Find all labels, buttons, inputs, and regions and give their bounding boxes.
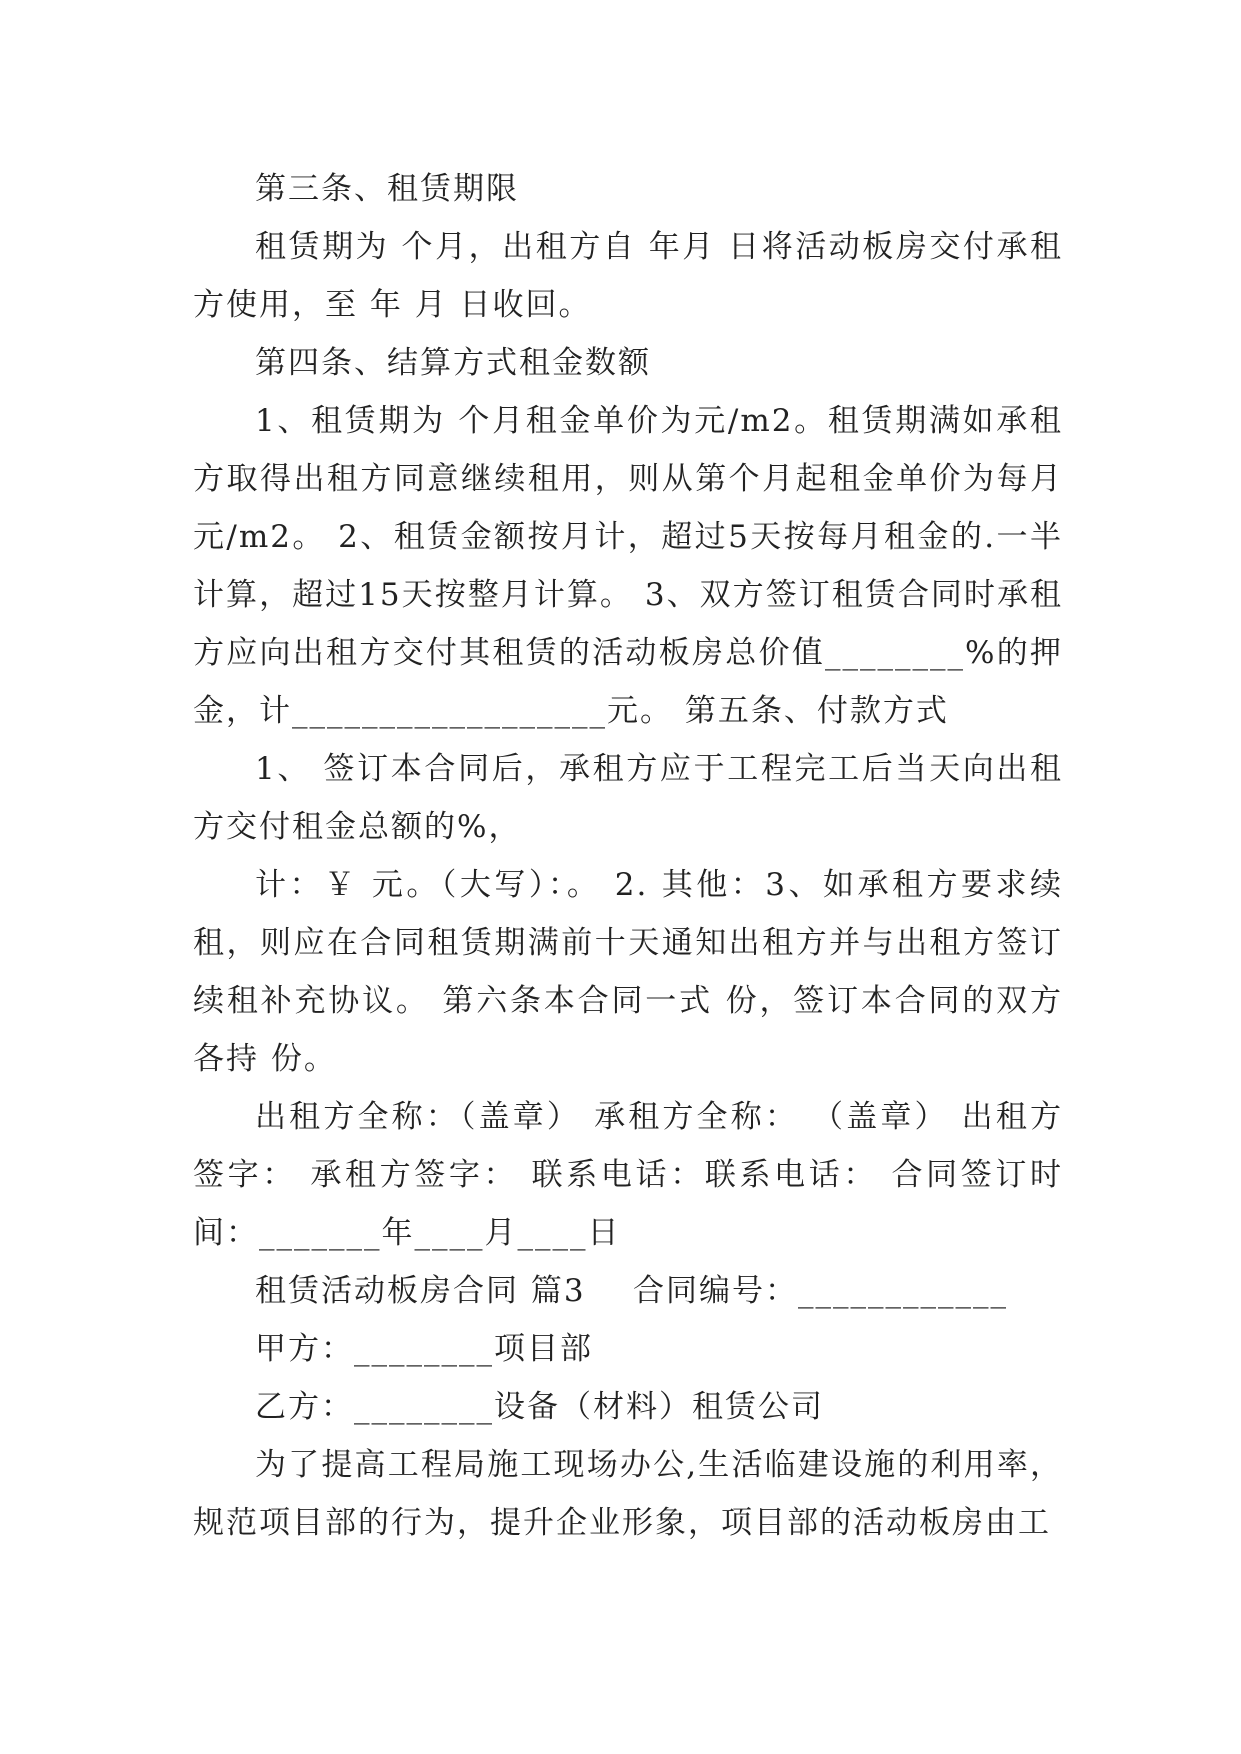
contract-3-title: 租赁活动板房合同 篇3 合同编号：____________ [255, 1273, 1008, 1309]
rent-amount-paragraph: 1、租赁期为 个月租金单价为元/m2。租赁期满如承租方取得出租方同意继续租用，则从第个月起租金单价为每月元/m2。 2、租赁金额按月计，超过5天按每月租金的.一半计算，超过15天按整月计算。 3、双方签订租赁合同时承租方应向出租方交付其租赁的活动板房总价值________%的押金，计__________________元。 第五条、付款方式 [193, 403, 1063, 729]
document-body [193, 160, 1063, 1552]
party-a-line: 甲方：________项目部 [255, 1331, 593, 1367]
preamble-paragraph: 为了提高工程局施工现场办公,生活临建设施的利用率，规范项目部的行为，提升企业形象，项目部的活动板房由工 [193, 1447, 1063, 1541]
payment-clause-2: 计：￥ 元。（大写）：。 2. 其他：3、如承租方要求续租，则应在合同租赁期满前十天通知出租方并与出租方签订续租补充协议。 第六条本合同一式 份，签订本合同的双方各持 份。 [193, 867, 1063, 1077]
payment-clause-1: 1、 签订本合同后，承租方应于工程完工后当天向出租方交付租金总额的%， [193, 751, 1063, 845]
party-b-line: 乙方：________设备（材料）租赁公司 [255, 1389, 824, 1425]
signature-block: 出租方全称：（盖章） 承租方全称： （盖章） 出租方签字： 承租方签字： 联系电话：联系电话： 合同签订时间：_______年____月____日 [193, 1099, 1063, 1251]
article-3-heading: 第三条、租赁期限 [255, 171, 519, 207]
lease-term-paragraph: 租赁期为 个月，出租方自 年月 日将活动板房交付承租方使用，至 年 月 日收回。 [193, 229, 1063, 323]
article-4-heading: 第四条、结算方式租金数额 [255, 345, 651, 381]
